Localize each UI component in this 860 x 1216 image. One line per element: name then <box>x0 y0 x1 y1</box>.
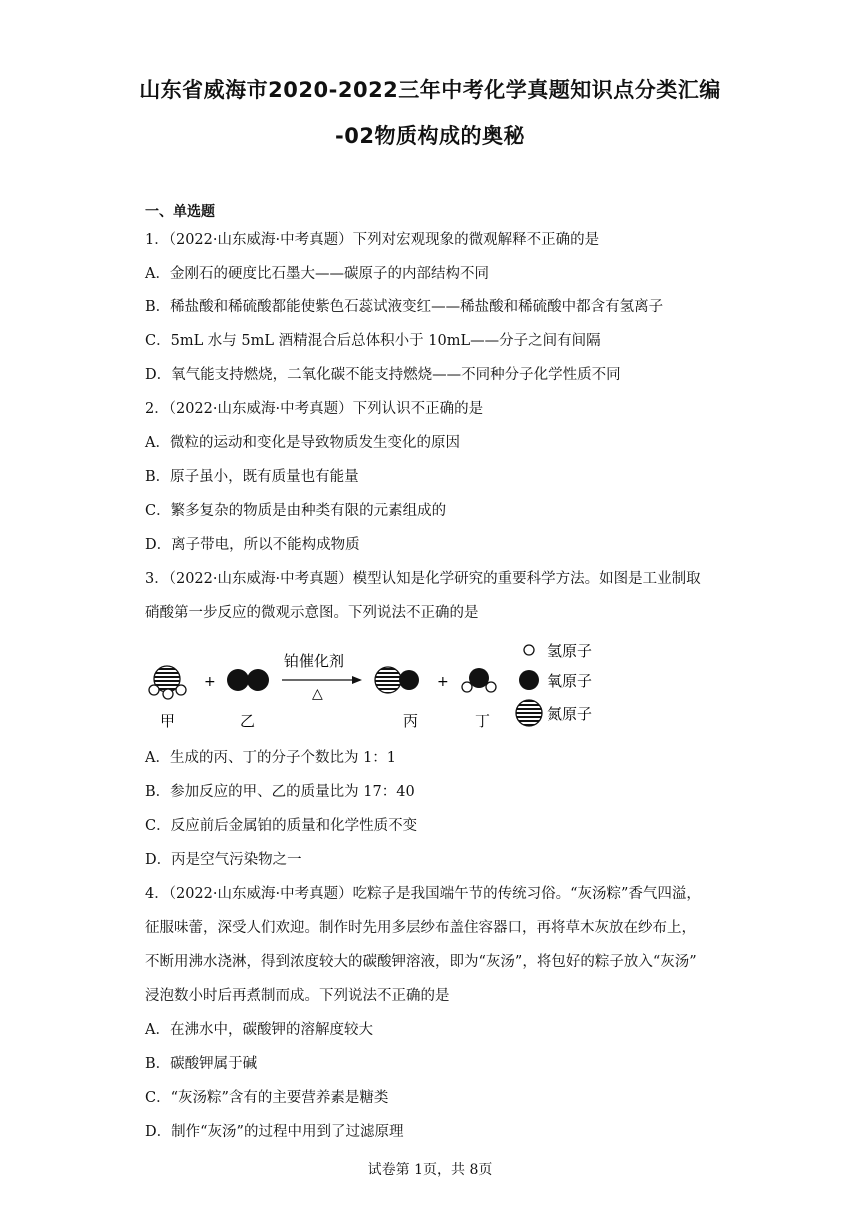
reaction-diagram <box>0 636 860 736</box>
q1-option-c: C．5mL 水与 5mL 酒精混合后总体积小于 10mL——分子之间有间隔 <box>145 333 601 349</box>
q1-option-a: A．金刚石的硬度比石墨大——碳原子的内部结构不同 <box>145 266 489 282</box>
legend-hydrogen-symbol <box>524 645 534 655</box>
q4-stem-line2: 征服味蕾，深受人们欢迎。制作时先用多层纱布盖住容器口，再将草木灰放在纱布上， <box>145 920 696 936</box>
legend-nitrogen-symbol <box>516 700 542 726</box>
label-ding: 丁 <box>475 712 491 730</box>
q4-option-a: A．在沸水中，碳酸钾的溶解度较大 <box>145 1022 373 1038</box>
page-footer: 试卷第 1页，共 8页 <box>367 1162 493 1178</box>
legend-oxygen-symbol <box>519 670 539 690</box>
legend <box>516 642 592 726</box>
q1-stem: 1．（2022·山东威海·中考真题）下列对宏观现象的微观解释不正确的是 <box>145 232 600 248</box>
q4-option-d: D．制作“灰汤”的过程中用到了过滤原理 <box>145 1124 404 1140</box>
q2-stem: 2．（2022·山东威海·中考真题）下列认识不正确的是 <box>145 401 484 417</box>
q2-option-c: C．繁多复杂的物质是由种类有限的元素组成的 <box>145 503 447 519</box>
q3-stem-line2: 硝酸第一步反应的微观示意图。下列说法不正确的是 <box>145 605 479 621</box>
legend-nitrogen: 氮原子 <box>547 705 593 723</box>
q4-stem-line3: 不断用沸水浇淋，得到浓度较大的碳酸钾溶液，即为“灰汤”，将包好的粽子放入“灰汤” <box>145 954 697 970</box>
q4-option-c: C．“灰汤粽”含有的主要营养素是糖类 <box>145 1090 389 1106</box>
molecule-yi <box>227 669 269 691</box>
label-bing: 丙 <box>403 712 419 730</box>
q3-option-a: A．生成的丙、丁的分子个数比为 1：1 <box>145 750 397 766</box>
q2-option-b: B．原子虽小，既有质量也有能量 <box>145 469 359 485</box>
q1-option-b: B．稀盐酸和稀硫酸都能使紫色石蕊试液变红——稀盐酸和稀硫酸中都含有氢离子 <box>145 299 664 315</box>
q4-option-b: B．碳酸钾属于碱 <box>145 1056 258 1072</box>
doc-title-line2: -02物质构成的奥秘 <box>335 124 525 148</box>
label-jia: 甲 <box>160 712 176 730</box>
plus-sign-2: + <box>437 674 449 690</box>
q4-stem-line1: 4．（2022·山东威海·中考真题）吃粽子是我国端午节的传统习俗。“灰汤粽”香气四溢， <box>145 886 701 902</box>
heat-symbol: △ <box>312 686 323 702</box>
doc-title-line1: 山东省威海市2020-2022三年中考化学真题知识点分类汇编 <box>139 78 721 102</box>
molecule-ding <box>462 668 496 692</box>
q4-stem-line4: 浸泡数小时后再煮制而成。下列说法不正确的是 <box>145 988 450 1004</box>
section-heading: 一、单选题 <box>145 204 215 220</box>
legend-hydrogen: 氢原子 <box>547 642 593 660</box>
q3-option-b: B．参加反应的甲、乙的质量比为 17：40 <box>145 784 415 800</box>
molecule-jia <box>149 666 186 699</box>
legend-oxygen: 氧原子 <box>547 672 593 690</box>
q3-option-d: D．丙是空气污染物之一 <box>145 852 302 868</box>
q3-stem-line1: 3．（2022·山东威海·中考真题）模型认知是化学研究的重要科学方法。如图是工业制取 <box>145 571 701 587</box>
label-yi: 乙 <box>240 712 256 730</box>
q3-option-c: C．反应前后金属铂的质量和化学性质不变 <box>145 818 418 834</box>
q2-option-a: A．微粒的运动和变化是导致物质发生变化的原因 <box>145 435 460 451</box>
molecule-bing <box>375 667 419 693</box>
plus-sign-1: + <box>204 674 216 690</box>
q2-option-d: D．离子带电，所以不能构成物质 <box>145 537 360 553</box>
arrow-head <box>352 676 362 684</box>
catalyst-label: 铂催化剂 <box>284 652 345 670</box>
q1-option-d: D．氧气能支持燃烧，二氧化碳不能支持燃烧——不同种分子化学性质不同 <box>145 367 621 383</box>
